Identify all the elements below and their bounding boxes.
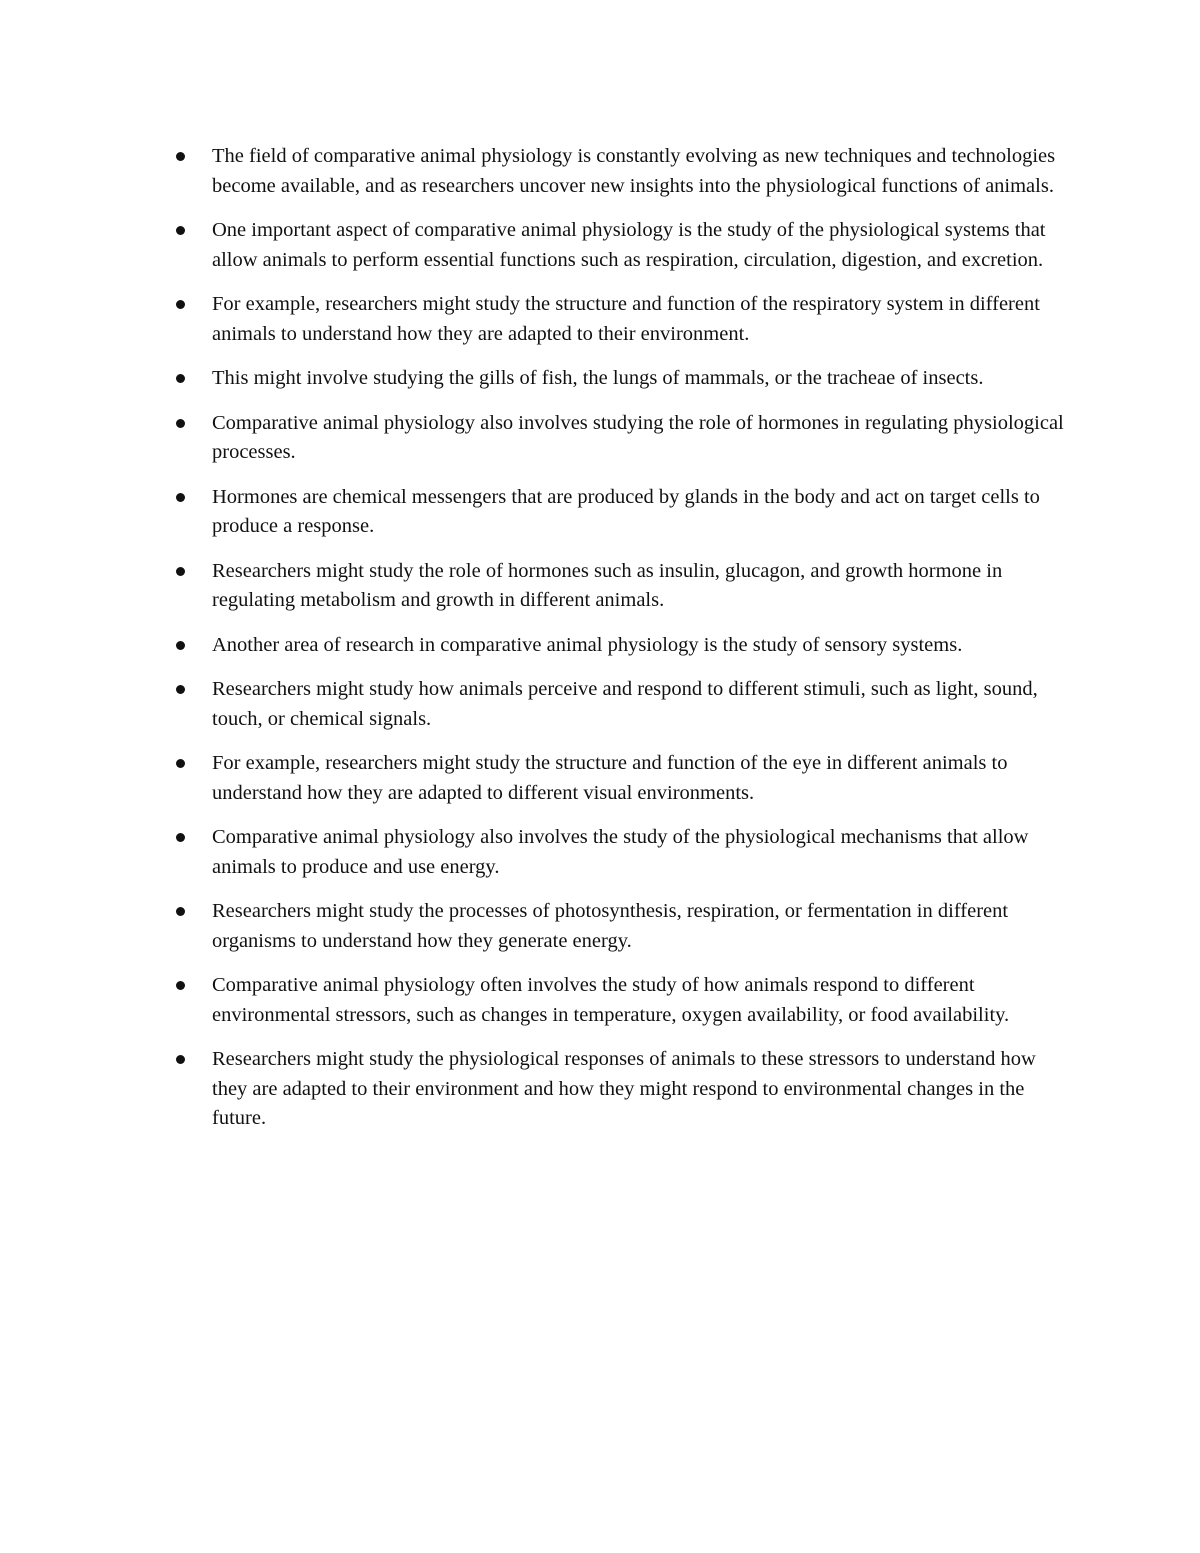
bullet-list bbox=[168, 142, 1068, 1149]
bullet-icon bbox=[176, 759, 185, 768]
bullet-text: Comparative animal physiology also involves the study of the physiological mechanisms that allow animals to produce and use energy. bbox=[212, 826, 1029, 878]
bullet-icon bbox=[176, 567, 185, 576]
bullet-text: Researchers might study the role of hormones such as insulin, glucagon, and growth hormone in regulating metabolism and growth in different animals. bbox=[212, 559, 1003, 611]
list-item bbox=[168, 971, 1068, 1030]
list-item bbox=[168, 364, 1068, 394]
bullet-text: Researchers might study how animals perceive and respond to different stimuli, such as light, sound, touch, or chemical signals. bbox=[212, 678, 1038, 730]
bullet-icon bbox=[176, 374, 185, 383]
bullet-icon bbox=[176, 493, 185, 502]
bullet-text: Comparative animal physiology often involves the study of how animals respond to different environmental stressors, such as changes in temperature, oxygen availability, or food availability. bbox=[212, 974, 1010, 1026]
bullet-text: Researchers might study the processes of photosynthesis, respiration, or fermentation in different organisms to understand how they generate energy. bbox=[212, 900, 1009, 952]
bullet-icon bbox=[176, 981, 185, 990]
bullet-icon bbox=[176, 641, 185, 650]
list-item bbox=[168, 1045, 1068, 1134]
bullet-text: Another area of research in comparative animal physiology is the study of sensory systems. bbox=[212, 633, 963, 656]
bullet-text: For example, researchers might study the structure and function of the respiratory system in different animals to understand how they are adapted to their environment. bbox=[212, 293, 1040, 345]
list-item bbox=[168, 749, 1068, 808]
bullet-text: The field of comparative animal physiology is constantly evolving as new techniques and technologies become available, and as researchers uncover new insights into the physiological functions of animals. bbox=[212, 145, 1056, 197]
bullet-icon bbox=[176, 152, 185, 161]
list-item bbox=[168, 483, 1068, 542]
list-item bbox=[168, 823, 1068, 882]
bullet-text: One important aspect of comparative animal physiology is the study of the physiological systems that allow animals to perform essential functions such as respiration, circulation, digestion, and excretion. bbox=[212, 219, 1046, 271]
list-item bbox=[168, 216, 1068, 275]
bullet-icon bbox=[176, 300, 185, 309]
bullet-text: Researchers might study the physiological responses of animals to these stressors to understand how they are adapted to their environment and how they might respond to environmental changes in the future. bbox=[212, 1048, 1036, 1129]
bullet-text: This might involve studying the gills of fish, the lungs of mammals, or the tracheae of insects. bbox=[212, 367, 984, 389]
bullet-icon bbox=[176, 419, 185, 428]
bullet-text: Comparative animal physiology also involves studying the role of hormones in regulating physiological processes. bbox=[212, 411, 1064, 463]
list-item bbox=[168, 409, 1068, 468]
list-item bbox=[168, 675, 1068, 734]
bullet-icon bbox=[176, 1055, 185, 1064]
list-item bbox=[168, 557, 1068, 616]
bullet-icon bbox=[176, 907, 185, 916]
list-item bbox=[168, 631, 1068, 661]
list-item bbox=[168, 290, 1068, 349]
bullet-text: For example, researchers might study the structure and function of the eye in different animals to understand how they are adapted to different visual environments. bbox=[212, 752, 1008, 804]
bullet-icon bbox=[176, 833, 185, 842]
bullet-icon bbox=[176, 685, 185, 694]
list-item bbox=[168, 897, 1068, 956]
list-item bbox=[168, 142, 1068, 201]
bullet-text: Hormones are chemical messengers that are produced by glands in the body and act on target cells to produce a response. bbox=[212, 485, 1040, 537]
bullet-icon bbox=[176, 226, 185, 235]
